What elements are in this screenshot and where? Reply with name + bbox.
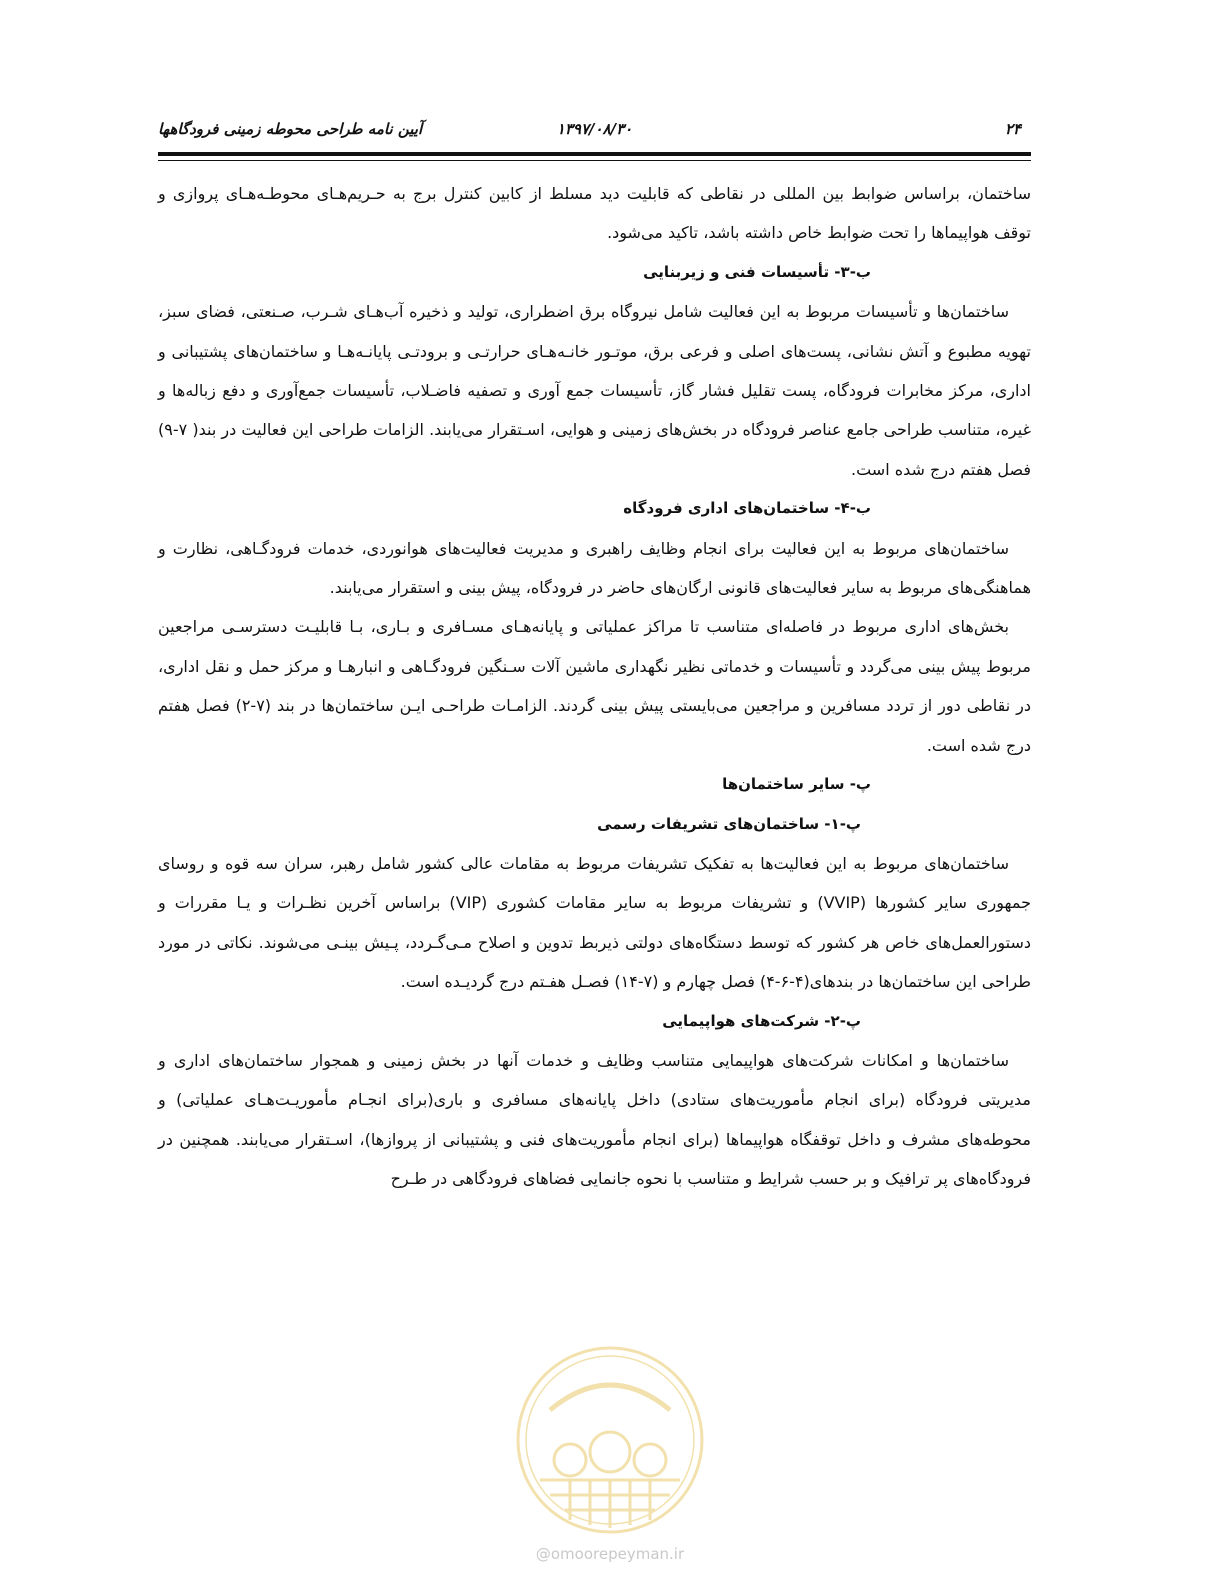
heading-p1: پ-۱- ساختمان‌های تشریفات رسمی	[597, 814, 861, 833]
heading-other-buildings: پ- سایر ساختمان‌ها	[722, 775, 871, 794]
watermark-logo	[510, 1340, 710, 1540]
watermark-url: @omoorepeyman.ir	[535, 1545, 685, 1563]
paragraph-intro: ساختمان، براساس ضوابط بین المللی در نقاطی که قابلیت دید مسلط از کابین کنترل برج به حـریم‌هـای محوطـه‌هـای پروازی و توقف هواپیماها را تحت ضوابط خاص داشته باشد، تاکید می‌شود.	[158, 184, 1031, 243]
heading-p2: پ-۲- شرکت‌های هواپیمایی	[662, 1011, 861, 1030]
header-date: ۱۳۹۷/۰۸/۳۰	[556, 120, 633, 138]
heading-b4: ب-۴- ساختمان‌های اداری فرودگاه	[623, 499, 871, 518]
page-header	[158, 120, 1031, 146]
page-number: ۲۴	[1004, 120, 1021, 138]
paragraph-admin-buildings: ساختمان‌های مربوط به این فعالیت برای انجام وظایف راهبری و مدیریت فعالیت‌های هوانوردی، خدمات فرودگـاهی، نظارت و هماهنگی‌های مربوط به سایر فعالیت‌های قانونی ارگان‌های حاضر در فرودگاه، پیش بینی و استقرار می‌یابند.	[158, 538, 1031, 598]
header-document-title: آیین نامه طراحی محوطه زمینی فرودگاهها	[158, 120, 423, 138]
paragraph-airlines: ساختمان‌ها و امکانات شرکت‌های هواپیمایی متناسب وظایف و خدمات آنها در بخش زمینی و همجوار ساختمان‌های اداری و مدیریتی فرودگاه (برای انجام مأموریت‌های ستادی) داخل پایانه‌های مسافری و باری(برای انجـام مأموریـت‌هـای عملیاتی) و محوطه‌های مشرف و داخل توقفگاه هواپیماها (برای انجام مأموریت‌های فنی و پشتیبانی از پروازها)، اسـتقرار می‌یابند. همچنین در فرودگاه‌های پر ترافیک و بر حسب شرایط و متناسب با نحوه جانمایی فضاهای فرودگاهی در طـرح	[158, 1050, 1031, 1189]
header-rule-thin	[158, 160, 1031, 161]
page-body	[158, 174, 1031, 1199]
paragraph-technical-facilities: ساختمان‌ها و تأسیسات مربوط به این فعالیت شامل نیروگاه برق اضطراری، تولید و ذخیره آب‌هـای شـرب، صـنعتی، فضای سبز، تهویه مطبوع و آتش نشانی، پست‌های اصلی و فرعی برق، موتـور خانـه‌هـای حرارتـی و برودتـی پایانـه‌هـا و ساختمان‌های پشتیبانی و اداری، مرکز مخابرات فرودگاه، پست تقلیل فشار گاز، تأسیسات جمع آوری و تصفیه فاضـلاب، تأسیسات جمع‌آوری و دفع زباله‌ها و غیره، متناسب طراحی جامع عناصر فرودگاه در بخش‌های زمینی و هوایی، اسـتقرار می‌یابند. الزامات طراحی این فعالیت در بند( ۷-۹) فصل هفتم درج شده است.	[158, 302, 1031, 479]
header-rule-thick	[158, 152, 1031, 156]
paragraph-admin-sections: بخش‌های اداری مربوط در فاصله‌ای متناسب تا مراکز عملیاتی و پایانه‌هـای مسـافری و بـاری، بـا قابلیـت دسترسـی مراجعین مربوط پیش بینی می‌گردد و تأسیسات و خدماتی نظیر نگهداری ماشین آلات سـنگین فرودگـاهی و انبارهـا و مرکز حمل و نقل اداری، در نقاطی دور از تردد مسافرین و مراجعین می‌بایستی پیش بینی گردند. الزامـات طراحـی ایـن ساختمان‌ها در بند (۷-۲) فصل هفتم درج شده است.	[158, 617, 1031, 755]
heading-b3: ب-۳- تأسیسات فنی و زیربنایی	[643, 262, 871, 281]
paragraph-official-ceremonies: ساختمان‌های مربوط به این فعالیت‌ها به تفکیک تشریفات مربوط به مقامات عالی کشور شامل رهبر، سران سه قوه و روسای جمهوری سایر کشورها (VVIP) و تشریفات مربوط به سایر مقامات کشوری (VIP) براساس آخرین نظـرات و یـا مقررات و دستورالعمل‌های خاص هر کشور که توسط دستگاه‌های دولتی ذیربط تدوین و اصلاح مـی‌گـردد، پـیش بینـی می‌شوند. نکاتی در مورد طراحی این ساختمان‌ها در بندهای(۴-۶-۴) فصل چهارم و (۷-۱۴) فصـل هفـتم درج گردیـده است.	[158, 853, 1031, 992]
